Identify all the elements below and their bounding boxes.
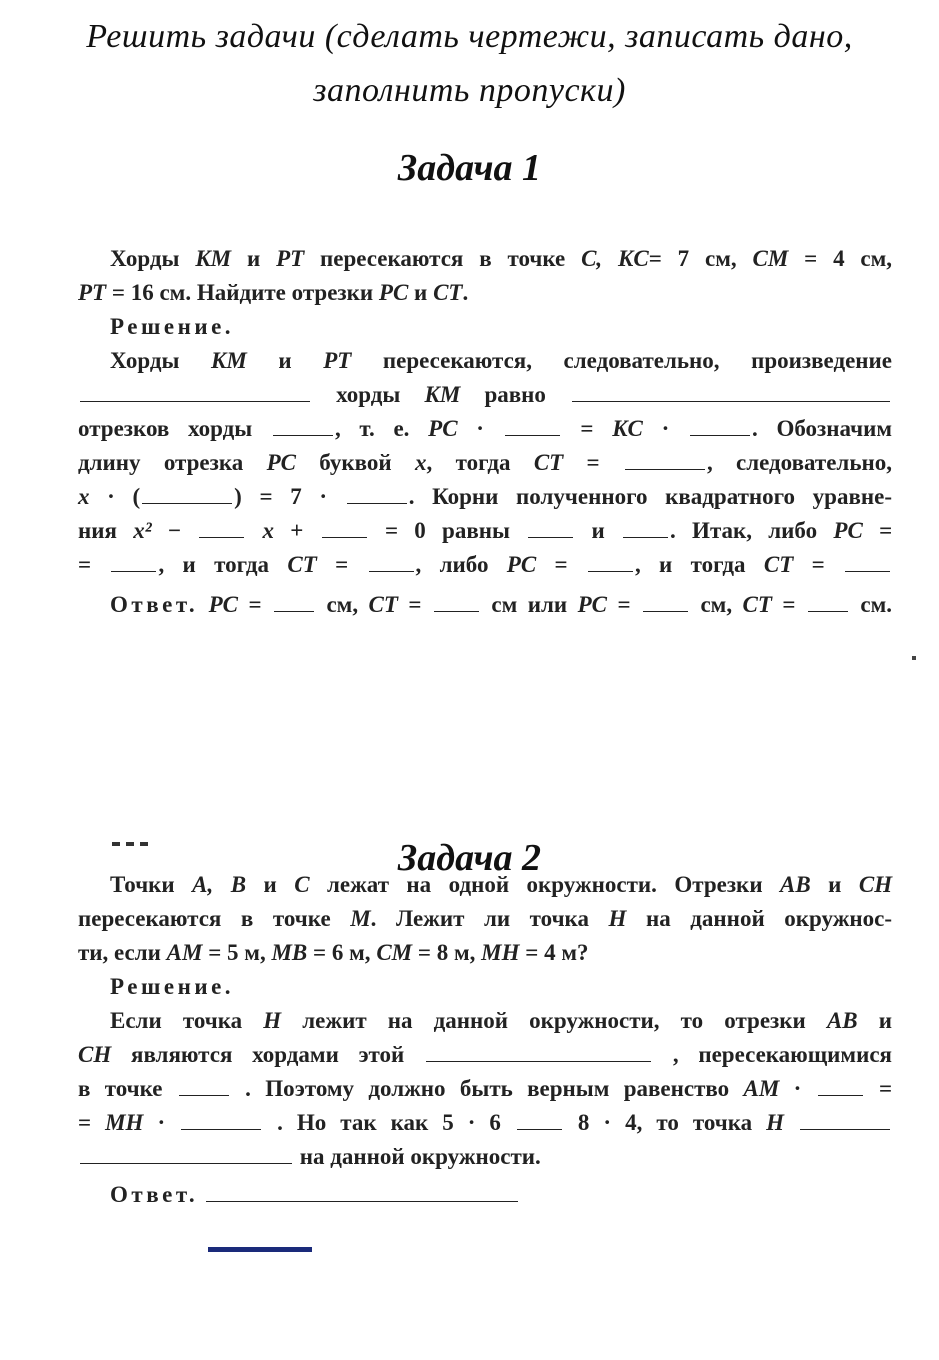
task2-heading: Задача 2	[397, 837, 542, 879]
fill-blank[interactable]	[273, 413, 333, 436]
fill-blank[interactable]	[517, 1107, 562, 1130]
fill-blank[interactable]	[808, 589, 848, 612]
fill-blank[interactable]	[274, 589, 314, 612]
fill-blank[interactable]	[818, 1073, 863, 1096]
fill-blank[interactable]	[572, 379, 890, 402]
fill-blank[interactable]	[505, 413, 560, 436]
task2-solution-line: на данной окружности.	[78, 1140, 892, 1174]
task1-solution-line: длину отрезка PC буквой x, тогда CT = , следовательно,	[78, 446, 892, 480]
task2-solution-line: в точке . Поэтому должно быть верным равенство AM · =	[78, 1072, 892, 1106]
worksheet-instruction-line1: Решить задачи (сделать чертежи, записать дано,	[86, 18, 853, 55]
fill-blank[interactable]	[623, 515, 668, 538]
fill-blank[interactable]	[111, 549, 156, 572]
fill-blank[interactable]	[322, 515, 367, 538]
fill-blank[interactable]	[528, 515, 573, 538]
worksheet-instruction-line2: заполнить пропуски)	[313, 72, 626, 109]
task2-solution-line: = MH · . Но так как 5 · 6 8 · 4, то точка H	[78, 1106, 892, 1140]
answer-label: Ответ.	[110, 1182, 199, 1207]
fill-blank[interactable]	[80, 379, 310, 402]
task1-solution-line: ния x² − x + = 0 равны и . Итак, либо PC =	[78, 514, 892, 548]
fill-blank[interactable]	[80, 1141, 292, 1164]
task1-block	[78, 242, 892, 622]
task2-block	[78, 868, 892, 1212]
task1-solution-line: x · ( ) = 7 · . Корни полученного квадратного уравне-	[78, 480, 892, 514]
task1-answer-line: Ответ. PC = см, CT = см или PC = см, CT = см.	[78, 588, 892, 622]
task1-solution-label: Решение.	[110, 314, 235, 339]
fill-blank[interactable]	[142, 481, 232, 504]
answer-label: Ответ.	[110, 592, 199, 617]
task1-solution-line: хорды KM равно	[78, 378, 892, 412]
task1-solution-line: Хорды KM и PT пересекаются, следовательно, произведение	[110, 348, 893, 373]
task2-solution-label: Решение.	[110, 974, 235, 999]
task1-heading: Задача 1	[397, 147, 542, 189]
scan-artifact	[912, 656, 916, 660]
fill-blank[interactable]	[845, 549, 890, 572]
task1-solution-line: отрезков хорды , т. е. PC · = KC · . Обозначим	[78, 412, 892, 446]
pen-underline-mark	[208, 1247, 312, 1252]
fill-blank[interactable]	[347, 481, 407, 504]
fill-blank[interactable]	[588, 549, 633, 572]
fill-blank[interactable]	[800, 1107, 890, 1130]
fill-blank[interactable]	[426, 1039, 651, 1062]
task2-statement-line: ти, если AM = 5 м, MB = 6 м, CM = 8 м, MH = 4 м?	[78, 940, 589, 965]
task1-statement-line: Хорды KM и PT пересекаются в точке C, KC= 7 см, CM = 4 см,	[110, 246, 893, 271]
fill-blank[interactable]	[181, 1107, 261, 1130]
fill-blank[interactable]	[643, 589, 688, 612]
fill-blank[interactable]	[434, 589, 479, 612]
task2-solution-line: Если точка H лежит на данной окружности, то отрезки AB и	[110, 1008, 893, 1033]
task2-statement-line: пересекаются в точке M. Лежит ли точка H на данной окружнос-	[78, 906, 892, 931]
fill-blank[interactable]	[206, 1179, 518, 1202]
fill-blank[interactable]	[369, 549, 414, 572]
fill-blank[interactable]	[690, 413, 750, 436]
task2-solution-line: CH являются хордами этой , пересекающимися	[78, 1038, 892, 1072]
fill-blank[interactable]	[179, 1073, 229, 1096]
task1-solution-line: = , и тогда CT = , либо PC = , и тогда CT =	[78, 548, 892, 582]
fill-blank[interactable]	[199, 515, 244, 538]
task2-answer-line	[78, 1178, 892, 1212]
task2-statement-line: Точки A, B и C лежат на одной окружности. Отрезки AB и CH	[110, 872, 893, 897]
task1-statement-line: PT = 16 см. Найдите отрезки PC и CT.	[78, 280, 469, 305]
fill-blank[interactable]	[625, 447, 705, 470]
